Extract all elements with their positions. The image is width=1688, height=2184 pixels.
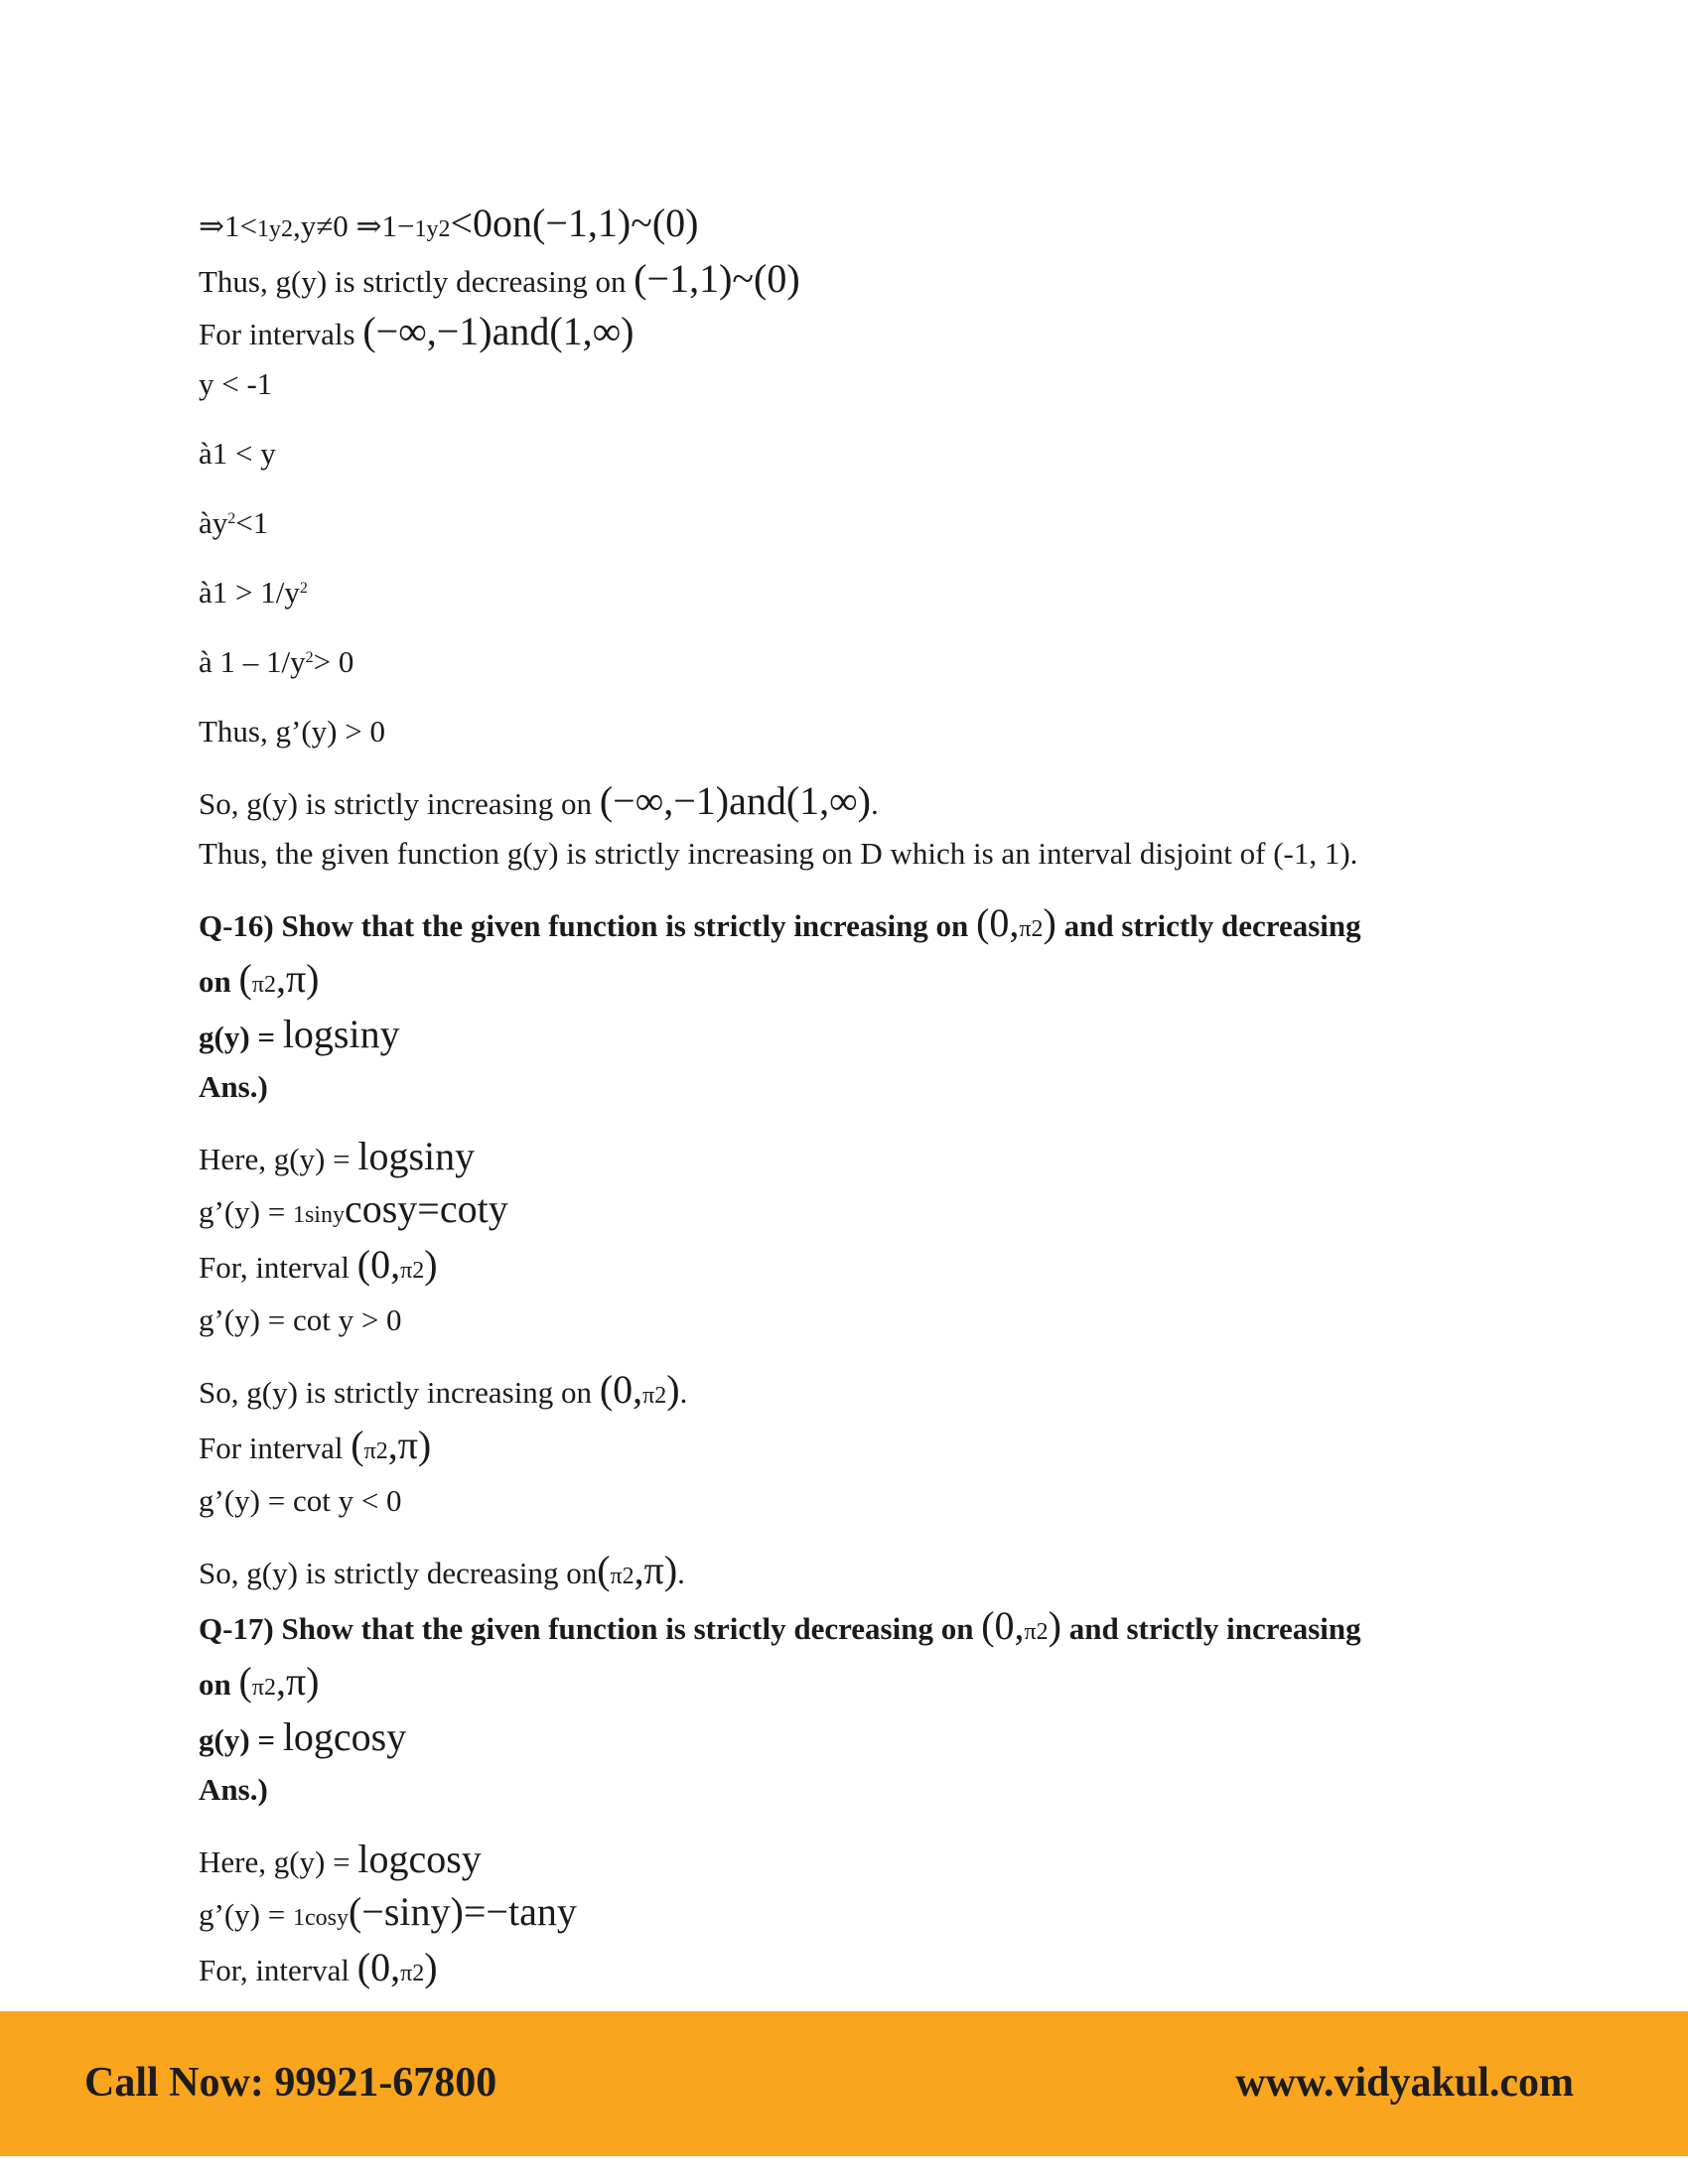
answer-label: Ans.) [199, 1069, 268, 1104]
text-line: Thus, g(y) is strictly decreasing on (−1,1)~(0) [199, 256, 800, 301]
text-line: ⇒1<1y2,y≠0 ⇒1−1y2<0on(−1,1)~(0) [199, 201, 699, 245]
question-16-function: g(y) = logsiny [199, 1012, 400, 1056]
text-line: g’(y) = 1cosy(−siny)=−tany [199, 1889, 577, 1934]
text-line: Here, g(y) = logcosy [199, 1837, 482, 1881]
text-line: à $1 - 1/y^2> 0$ [199, 644, 354, 679]
text-line: g’(y) = cot y > 0 [199, 1302, 402, 1337]
answer-label: Ans.) [199, 1772, 268, 1807]
text-line: y < -1 [199, 366, 273, 401]
text-line: For interval (π2,π) [199, 1423, 432, 1467]
text-line: g’(y) = cot y < 0 [199, 1483, 402, 1518]
text-line: g’(y) = 1sinycosy=coty [199, 1186, 508, 1231]
text-line: For, interval (0,π2) [199, 1945, 438, 1989]
question-16-title-cont: on (π2,π) [199, 956, 320, 1001]
text-line: Thus, the given function g(y) is strictly increasing on D which is an interval disjoint of (-1, 1). [199, 836, 1358, 871]
question-17-title: Q-17) Show that the given function is strictly decreasing on (0,π2) and strictly increasing [199, 1603, 1361, 1648]
text-line: $ày^2<1$ [199, 505, 269, 540]
text-line: So, g(y) is strictly increasing on (−∞,−1)and(1,∞). [199, 778, 879, 823]
question-16-title: Q-16) Show that the given function is strictly increasing on (0,π2) and strictly decreasing [199, 900, 1361, 945]
text-line: à1 < y [199, 436, 276, 471]
text-line: à1 > $1/y^2$ [199, 575, 308, 610]
footer-banner [0, 2011, 1688, 2156]
call-now-text: Call Now: 99921-67800 [84, 2060, 497, 2106]
website-link[interactable]: www.vidyakul.com [1235, 2060, 1574, 2106]
text-line: For intervals (−∞,−1)and(1,∞) [199, 309, 634, 353]
text-line: For, interval (0,π2) [199, 1242, 438, 1287]
question-17-function: g(y) = logcosy [199, 1714, 407, 1759]
page-content [199, 199, 1489, 2048]
question-17-title-cont: on (π2,π) [199, 1659, 320, 1704]
text-line: So, g(y) is strictly decreasing on(π2,π). [199, 1548, 685, 1592]
text-line: So, g(y) is strictly increasing on (0,π2). [199, 1367, 688, 1412]
text-line: Thus, g’(y) > 0 [199, 714, 385, 749]
text-line: Here, g(y) = logsiny [199, 1134, 476, 1178]
